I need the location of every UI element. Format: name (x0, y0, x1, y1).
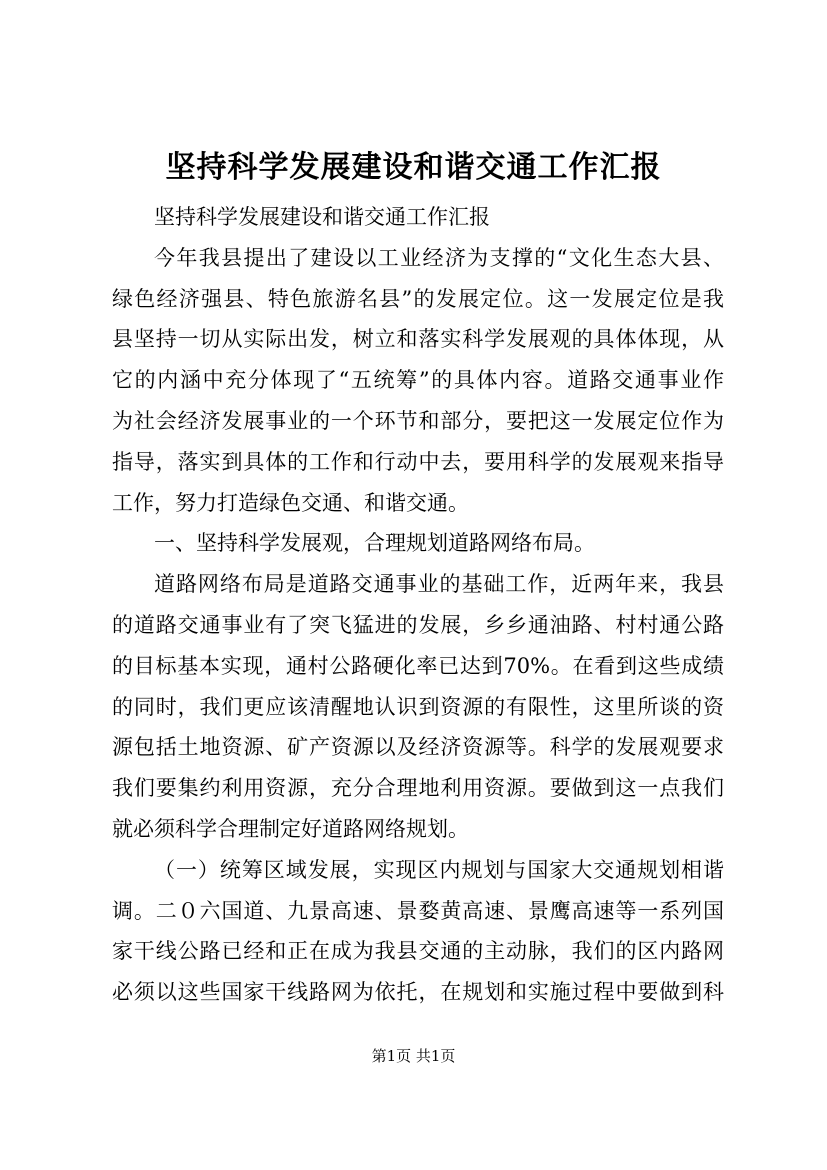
body-line: 的同时，我们更应该清醒地认识到资源的有限性，这里所谈的资 (112, 694, 724, 719)
section-heading: 一、坚持科学发展观，合理规划道路网络布局。 (154, 531, 595, 556)
body-line: 县坚持一切从实际出发，树立和落实科学发展观的具体体现，从 (112, 327, 724, 352)
body-line: 道路网络布局是道路交通事业的基础工作，近两年来，我县 (154, 572, 724, 597)
body-line: 指导，落实到具体的工作和行动中去，要用科学的发展观来指导 (112, 449, 724, 474)
body-line: 调。二０六国道、九景高速、景婺黄高速、景鹰高速等一系列国 (112, 898, 724, 923)
body-line: 我们要集约利用资源，充分合理地利用资源。要做到这一点我们 (112, 776, 724, 801)
subsection-line: （一）统筹区域发展，实现区内规划与国家大交通规划相谐 (154, 857, 724, 882)
body-line: 源包括土地资源、矿产资源以及经济资源等。科学的发展观要求 (112, 735, 724, 760)
body-line: 为社会经济发展事业的一个环节和部分，要把这一发展定位作为 (112, 408, 724, 433)
body-line: 的道路交通事业有了突飞猛进的发展，乡乡通油路、村村通公路 (112, 612, 724, 637)
body-line: 必须以这些国家干线路网为依托，在规划和实施过程中要做到科 (112, 980, 724, 1005)
body-line: 家干线公路已经和正在成为我县交通的主动脉，我们的区内路网 (112, 939, 724, 964)
body-line: 绿色经济强县、特色旅游名县”的发展定位。这一发展定位是我 (112, 286, 724, 311)
body-line: 今年我县提出了建设以工业经济为支撑的“文化生态大县、 (154, 245, 724, 270)
body-line: 它的内涵中充分体现了“五统筹”的具体内容。道路交通事业作 (112, 368, 724, 393)
body-line: 坚持科学发展建设和谐交通工作汇报 (154, 205, 490, 229)
body-line: 就必须科学合理制定好道路网络规划。 (112, 816, 469, 841)
document-body (112, 197, 724, 1013)
body-line: 工作，努力打造绿色交通、和谐交通。 (112, 490, 469, 515)
document-title: 坚持科学发展建设和谐交通工作汇报 (165, 150, 662, 185)
body-line: 的目标基本实现，通村公路硬化率已达到70%。在看到这些成绩 (112, 653, 724, 678)
page-footer: 第1页 共1页 (371, 1047, 456, 1065)
